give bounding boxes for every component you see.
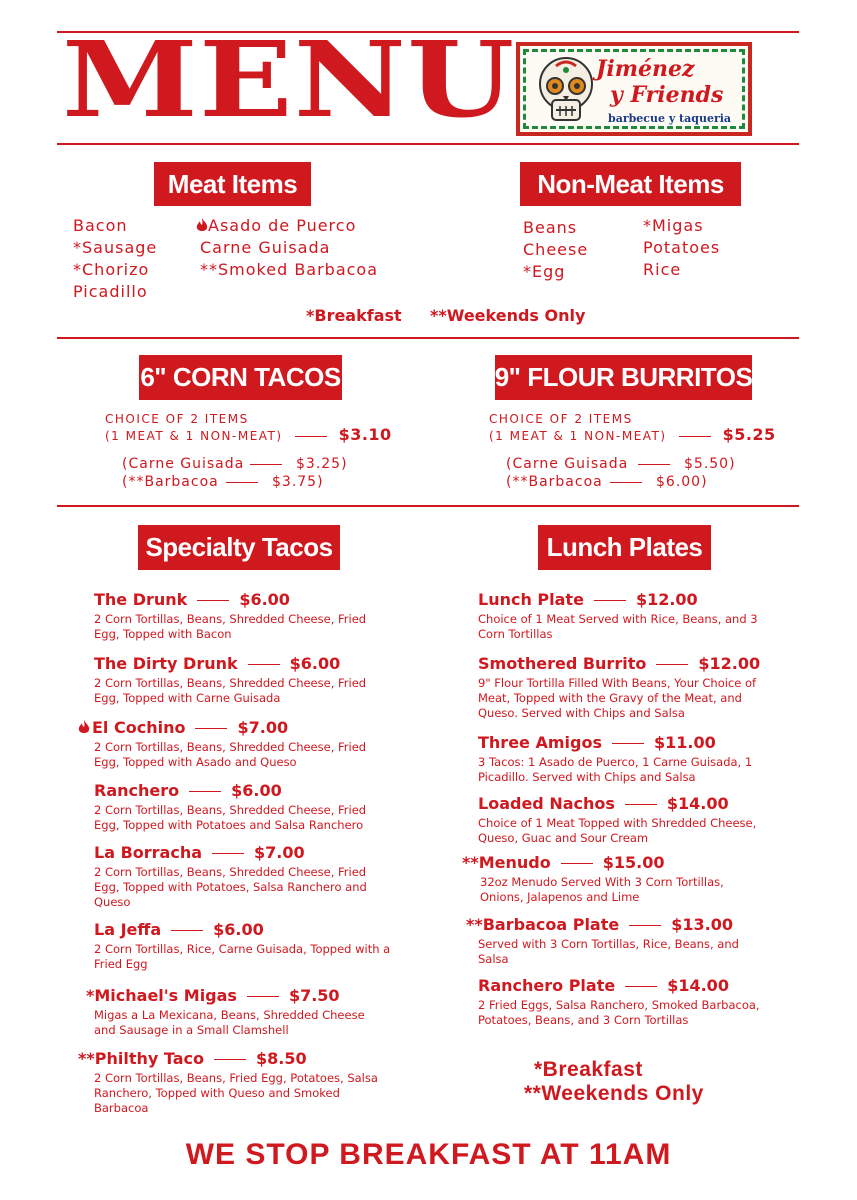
flame-icon bbox=[78, 720, 90, 735]
non-meat-items-heading: Non-Meat Items bbox=[520, 162, 741, 206]
breakfast-legend: *Breakfast bbox=[306, 306, 402, 325]
list-item: **Barbacoa Plate $13.00 Served with 3 Corn Tortillas, Rice, Beans, and Salsa bbox=[466, 915, 739, 966]
nonmeat-list-col2 bbox=[643, 215, 720, 281]
list-item: The Drunk $6.00 2 Corn Tortillas, Beans, Shredded Cheese, Fried Egg, Topped with Bacon bbox=[94, 590, 367, 641]
logo-name-line1: Jiménez bbox=[596, 56, 695, 82]
logo-tagline: barbecue y taqueria bbox=[608, 112, 732, 125]
weekends-legend: **Weekends Only bbox=[524, 1082, 704, 1105]
list-item: La Borracha $7.00 2 Corn Tortillas, Beans, Shredded Cheese, Fried Egg, Topped with Potatoes, Salsa Ranchero and Queso bbox=[94, 843, 367, 909]
list-item: *Chorizo bbox=[73, 260, 150, 279]
list-item: *Migas bbox=[643, 216, 704, 235]
burritos-price: $5.25 bbox=[722, 425, 776, 444]
list-item: Ranchero $6.00 2 Corn Tortillas, Beans, Shredded Cheese, Fried Egg, Topped with Potatoes and Salsa Ranchero bbox=[94, 781, 367, 832]
list-item: Potatoes bbox=[643, 238, 721, 257]
section-rule bbox=[57, 505, 799, 507]
list-item: La Jeffa $6.00 2 Corn Tortillas, Rice, Carne Guisada, Topped with a Fried Egg bbox=[94, 920, 391, 971]
meat-list-col2 bbox=[196, 215, 378, 281]
logo-name-line2: y Friends bbox=[610, 82, 724, 108]
restaurant-logo bbox=[516, 42, 752, 136]
list-item: Beans bbox=[523, 218, 578, 237]
list-item: Loaded Nachos $14.00 Choice of 1 Meat Topped with Shredded Cheese, Queso, Guac and Sour Cream bbox=[478, 794, 757, 845]
weekends-legend: **Weekends Only bbox=[430, 306, 586, 325]
flame-icon bbox=[196, 218, 208, 233]
tacos-choice: CHOICE OF 2 ITEMS (1 MEAT & 1 NON-MEAT) $3.10 bbox=[105, 412, 392, 444]
meat-items-heading: Meat Items bbox=[154, 162, 311, 206]
lunch-plates-heading: Lunch Plates bbox=[538, 525, 711, 570]
page-title: MENU bbox=[62, 18, 516, 141]
specialty-tacos-heading: Specialty Tacos bbox=[138, 525, 340, 570]
sugar-skull-icon bbox=[534, 54, 598, 126]
corn-tacos-heading: 6" CORN TACOS bbox=[139, 355, 342, 400]
list-item: Bacon bbox=[73, 216, 128, 235]
burritos-choice: CHOICE OF 2 ITEMS (1 MEAT & 1 NON-MEAT) $5.25 bbox=[489, 412, 776, 444]
nonmeat-list-col1 bbox=[523, 217, 588, 283]
list-item: *Michael's Migas $7.50 Migas a La Mexicana, Beans, Shredded Cheese and Sausage in a Small Clamshell bbox=[86, 986, 365, 1037]
list-item: *Egg bbox=[523, 262, 566, 281]
breakfast-legend: *Breakfast bbox=[534, 1058, 643, 1081]
flour-burritos-heading: 9" FLOUR BURRITOS bbox=[495, 355, 752, 400]
list-item: Lunch Plate $12.00 Choice of 1 Meat Served with Rice, Beans, and 3 Corn Tortillas bbox=[478, 590, 758, 641]
meat-list-col1 bbox=[73, 215, 157, 303]
list-item: Rice bbox=[643, 260, 682, 279]
breakfast-cutoff-notice: WE STOP BREAKFAST AT 11AM bbox=[185, 1138, 672, 1171]
list-item: Three Amigos $11.00 3 Tacos: 1 Asado de Puerco, 1 Carne Guisada, 1 Picadillo. Served with Chips and Salsa bbox=[478, 733, 753, 784]
list-item: El Cochino $7.00 2 Corn Tortillas, Beans, Shredded Cheese, Fried Egg, Topped with Asado and Queso bbox=[78, 718, 378, 770]
list-item: **Menudo $15.00 32oz Menudo Served With 3 Corn Tortillas, Onions, Jalapenos and Lime bbox=[462, 853, 724, 904]
list-item: Smothered Burrito $12.00 9" Flour Tortilla Filled With Beans, Your Choice of Meat, Topped with the Gravy of the Meat, and Queso. Served with Chips and Salsa bbox=[478, 654, 761, 720]
list-item: Picadillo bbox=[73, 282, 148, 301]
list-item: The Dirty Drunk $6.00 2 Corn Tortillas, Beans, Shredded Cheese, Fried Egg, Topped with Carne Guisada bbox=[94, 654, 367, 705]
section-rule bbox=[57, 337, 799, 339]
list-item: Ranchero Plate $14.00 2 Fried Eggs, Salsa Ranchero, Smoked Barbacoa, Potatoes, Beans, and 3 Corn Tortillas bbox=[478, 976, 760, 1027]
list-item: Carne Guisada bbox=[200, 238, 331, 257]
list-item: **Philthy Taco $8.50 2 Corn Tortillas, Beans, Fried Egg, Potatoes, Salsa Ranchero, Topped with Queso and Smoked Barbacoa bbox=[78, 1049, 378, 1115]
tacos-alt-prices: (Carne Guisada $3.25) (**Barbacoa $3.75) bbox=[122, 456, 348, 490]
list-item: Asado de Puerco bbox=[196, 215, 378, 237]
burritos-alt-prices: (Carne Guisada $5.50) (**Barbacoa $6.00) bbox=[506, 456, 736, 490]
list-item: Cheese bbox=[523, 240, 589, 259]
list-item: *Sausage bbox=[73, 238, 158, 257]
tacos-price: $3.10 bbox=[338, 425, 392, 444]
header-rule bbox=[57, 143, 799, 145]
list-item: **Smoked Barbacoa bbox=[200, 260, 379, 279]
